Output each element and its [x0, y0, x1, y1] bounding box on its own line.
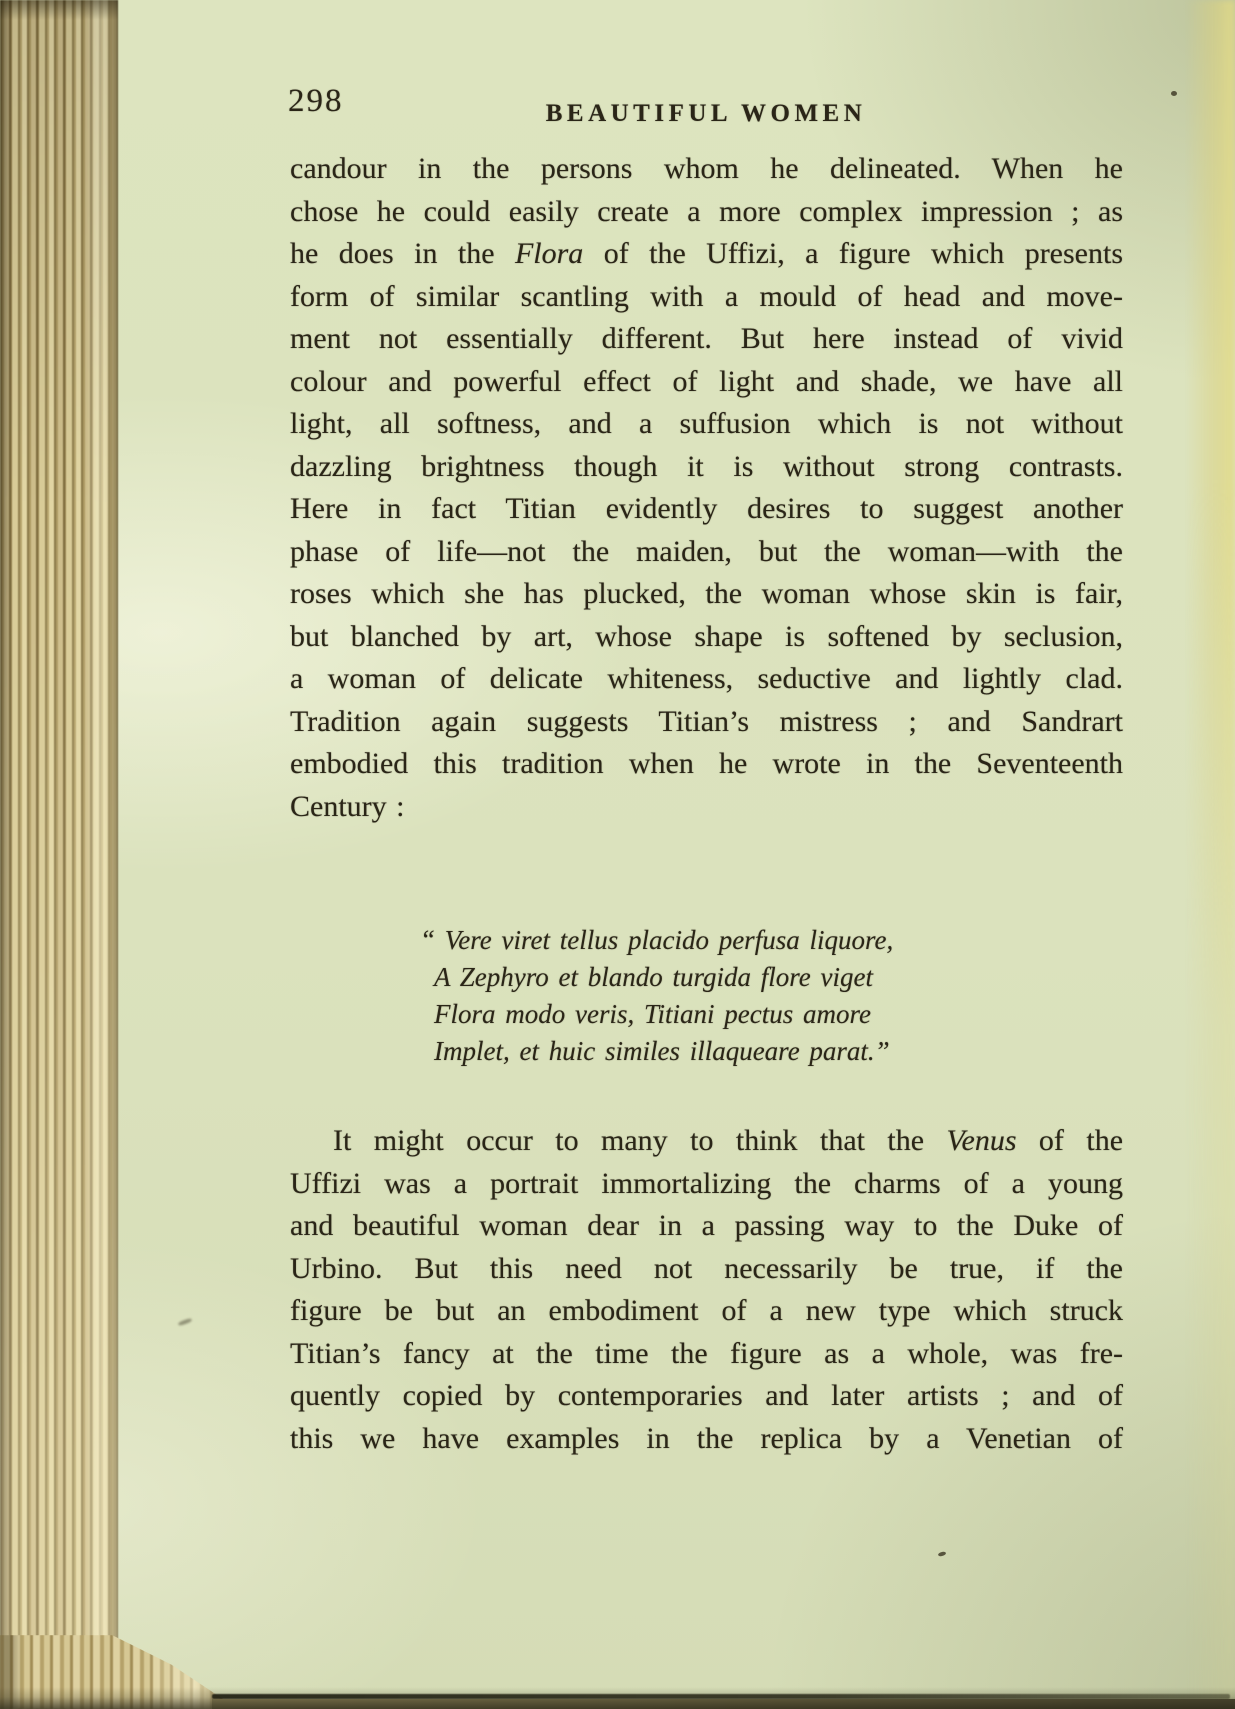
text-segment: It might occur to many to think that the — [333, 1124, 947, 1157]
text-segment: phase of life—not the maiden, but the woman—with the — [290, 534, 1123, 568]
text-segment: he does in the — [290, 237, 515, 270]
text-segment: dazzling brightness though it is without strong contrasts. — [290, 449, 1123, 483]
text-segment: Implet, et huic similes illaqueare parat.” — [434, 1036, 890, 1066]
bottom-shadow — [0, 1687, 1235, 1709]
text-segment: a woman of delicate whiteness, seductive and lightly clad. — [290, 662, 1123, 695]
text-line — [290, 616, 1123, 659]
text-segment: but blanched by art, whose shape is softened by seclusion, — [290, 619, 1123, 653]
text-segment: quently copied by contemporaries and later artists ; and of — [290, 1379, 1123, 1412]
text-line — [290, 1290, 1123, 1333]
text-line — [290, 1205, 1123, 1248]
text-line — [290, 403, 1123, 446]
text-line — [290, 743, 1123, 786]
text-segment: of the — [1016, 1124, 1124, 1157]
text-segment: chose he could easily create a more complex impression ; as — [290, 194, 1123, 228]
text-line — [290, 488, 1123, 531]
text-segment: “ Vere viret tellus placido perfusa liquore, — [420, 925, 894, 955]
text-segment: Tradition again suggests Titian’s mistress ; and Sandrart — [290, 704, 1123, 738]
text-line — [290, 361, 1123, 404]
text-segment: Titian’s fancy at the time the figure as a whole, was fre- — [290, 1336, 1123, 1370]
italic-text: Flora — [514, 237, 584, 270]
text-segment: figure be but an embodiment of a new type which struck — [290, 1294, 1123, 1327]
text-segment: A Zephyro et blando turgida flore viget — [434, 962, 873, 992]
text-segment: Flora modo veris, Titiani pectus amore — [434, 999, 871, 1029]
text-segment: and beautiful woman dear in a passing way to the Duke of — [290, 1209, 1123, 1242]
page-mark — [178, 1318, 193, 1327]
text-line — [290, 1375, 1123, 1418]
text-line — [290, 233, 1123, 276]
text-line — [290, 573, 1123, 616]
text-segment: ment not essentially different. But here instead of vivid — [290, 322, 1123, 355]
text-line — [420, 922, 910, 959]
text-segment: this we have examples in the replica by a Venetian of — [290, 1421, 1123, 1455]
text-line — [290, 658, 1123, 701]
text-segment: Here in fact Titian evidently desires to suggest another — [290, 492, 1123, 525]
text-segment: embodied this tradition when he wrote in the Seventeenth — [290, 747, 1123, 780]
text-line — [290, 786, 1123, 829]
text-line — [290, 1248, 1123, 1291]
italic-text: Venus — [946, 1124, 1017, 1157]
text-segment: Century : — [290, 789, 405, 823]
text-line — [290, 701, 1123, 744]
text-segment: of the Uffizi, a figure which presents — [583, 237, 1123, 270]
text-segment: colour and powerful effect of light and shade, we have all — [290, 364, 1123, 398]
book-page-edges — [0, 0, 118, 1709]
page-speck — [938, 1551, 947, 1557]
text-segment: light, all softness, and a suffusion which is not without — [290, 407, 1123, 440]
text-line — [420, 1033, 910, 1070]
paragraph-2 — [290, 1120, 1123, 1460]
text-line — [290, 531, 1123, 574]
page-speck — [1171, 91, 1177, 96]
paragraph-1 — [290, 148, 1123, 828]
text-line — [290, 191, 1123, 234]
text-line — [290, 276, 1123, 319]
running-header: BEAUTIFUL WOMEN — [545, 100, 867, 127]
text-line — [290, 1120, 1123, 1163]
page-right-edge-highlight — [1185, 0, 1235, 1709]
text-line — [290, 1163, 1123, 1206]
text-segment: roses which she has plucked, the woman whose skin is fair, — [290, 577, 1123, 610]
text-line — [290, 1418, 1123, 1461]
text-segment: form of similar scantling with a mould of head and move- — [290, 279, 1123, 313]
text-line — [420, 996, 910, 1033]
latin-verse-quote — [420, 922, 910, 1070]
text-segment: Uffizi was a portrait immortalizing the charms of a young — [290, 1166, 1123, 1200]
page-number: 298 — [288, 83, 344, 119]
text-line — [290, 318, 1123, 361]
text-line — [290, 1333, 1123, 1376]
text-segment: candour in the persons whom he delineated. When he — [290, 152, 1123, 185]
text-line — [290, 148, 1123, 191]
text-line — [290, 446, 1123, 489]
text-line — [420, 959, 910, 996]
text-segment: Urbino. But this need not necessarily be true, if the — [290, 1251, 1123, 1285]
